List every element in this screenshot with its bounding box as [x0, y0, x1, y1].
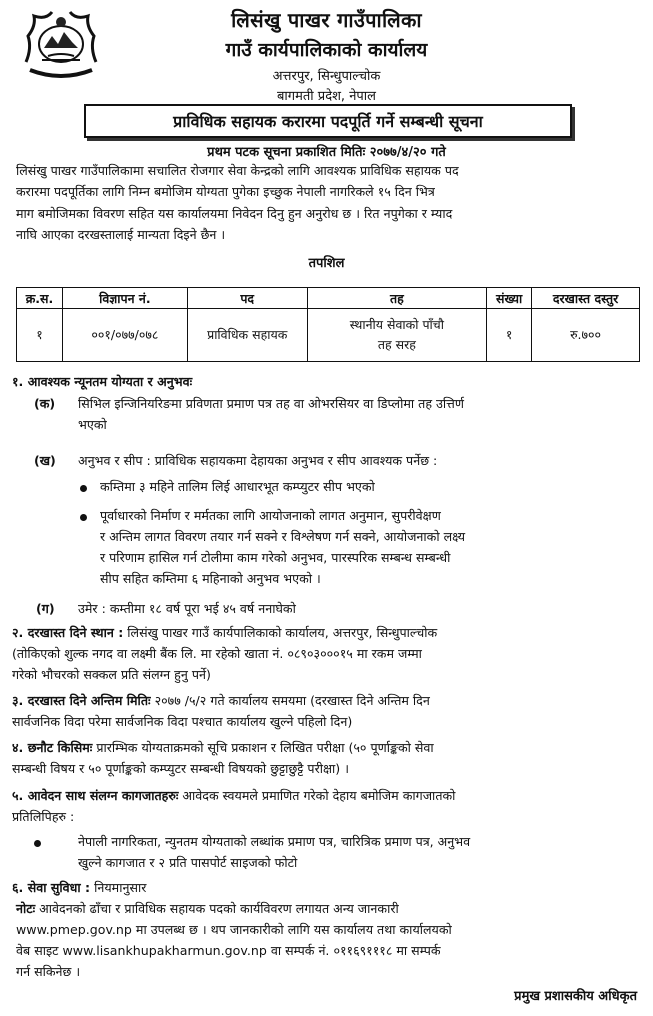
section-5-heading: ५. आवेदन साथ संलग्न कागजातहरुः	[12, 788, 179, 803]
section-5-list	[78, 831, 640, 873]
section-4	[12, 737, 640, 779]
bullet-icon	[80, 485, 87, 492]
cell-post: प्राविधिक सहायक	[187, 309, 307, 362]
section-2-line: लिसंखु पाखर गाउँ कार्यपालिकाको कार्यालय, अत्तरपुर, सिन्धुपाल्चोक	[127, 625, 438, 640]
item-ka-line: सिभिल इन्जिनियरिङमा प्रविणता प्रमाण पत्र तह वा ओभरसियर वा डिप्लोमा तह उत्तिर्ण	[78, 396, 464, 411]
section-5-line: प्रतिलिपिहरु :	[12, 809, 75, 824]
col-header-count: संख्या	[487, 288, 532, 309]
cell-level-line: स्थानीय सेवाको पाँचौ	[349, 317, 444, 332]
intro-paragraph	[16, 160, 641, 245]
section-4-line: सम्बन्धी विषय र ५० पूर्णाङ्कको कम्प्युटर सम्बन्धी विषयको छुट्टाछुट्टै परीक्षा) ।	[12, 761, 349, 776]
bullet-2-text	[100, 505, 640, 589]
intro-line: लिसंखु पाखर गाउँपालिकामा सचालित रोजगार सेवा केन्द्रको लागि आवश्यक प्राविधिक सहायक पद	[16, 163, 459, 178]
bullet-2-line: र परिणाम हासिल गर्न टोलीमा काम गरेको अनुभव, पारस्परिक सम्बन्ध सम्बन्धी	[100, 550, 451, 565]
section-5-line: आवेदक स्वयमले प्रमाणित गरेको देहाय बमोजिम कागजातको	[182, 788, 456, 803]
intro-line: माग बमोजिमका विवरण सहित यस कार्यालयमा निवेदन दिनु हुन अनुरोध छ । रित नपुगेका र म्याद	[16, 205, 453, 221]
item-ka-text	[78, 393, 640, 435]
col-header-sn: क्र.स.	[17, 288, 63, 309]
bullet-2-line: र अन्तिम लागत विवरण तयार गर्न सक्ने र विश्लेषण गर्न सक्ने, आयोजनाको लक्ष्य	[100, 529, 466, 544]
section-5-list-line: खुल्ने कागजात र २ प्रति पासपोर्ट साइजको फोटो	[78, 855, 298, 870]
table-title: तपशिल	[308, 256, 345, 271]
table-header-row	[17, 288, 640, 309]
section-4-line: प्रारम्भिक योग्यताक्रमको सूचि प्रकाशन र लिखित परीक्षा (५० पूर्णाङ्कको सेवा	[96, 740, 434, 755]
item-kha-label: (ख)	[34, 453, 56, 468]
col-header-level: तह	[307, 288, 487, 309]
note-line: गर्न सकिनेछ ।	[16, 964, 81, 979]
cell-count: १	[487, 309, 532, 362]
notice-title: प्राविधिक सहायक करारमा पदपूर्ति गर्ने सम्बन्धी सूचना	[84, 104, 572, 138]
section-1-heading: १. आवश्यक न्यूनतम योग्यता र अनुभवः	[12, 374, 193, 389]
bullet-1-text: कम्तिमा ३ महिने तालिम लिई आधारभूत कम्प्युटर सीप भएको	[100, 479, 375, 494]
section-2-line: (तोकिएको शुल्क नगद वा लक्ष्मी बैंक लि. मा रहेको खाता नं. ०८९०३०००१५ मा रकम जम्मा	[12, 646, 422, 661]
bullet-icon	[80, 514, 87, 521]
section-5-list-line: नेपाली नागरिकता, न्युनतम योग्यताको लब्धांक प्रमाण पत्र, चारित्रिक प्रमाण पत्र, अनुभव	[78, 834, 471, 849]
section-6-heading: ६. सेवा सुविधा :	[12, 880, 91, 895]
section-2	[12, 622, 640, 685]
province-country: बागमती प्रदेश, नेपाल	[277, 89, 376, 104]
cell-level-line: तह सरह	[377, 337, 416, 352]
section-3-line: २०७७ /५/२ गते कार्यालय समयमा (दरखास्त दिने अन्तिम दिन	[154, 693, 430, 708]
item-ka-label: (क)	[34, 396, 56, 411]
intro-line: नाघि आएका दरखस्तालाई मान्यता दिइने छैन ।	[16, 226, 226, 242]
section-3-heading: ३. दरखास्त दिने अन्तिम मितिः	[12, 693, 151, 708]
section-6	[12, 877, 640, 898]
note-heading: नोटः	[16, 901, 36, 916]
note-line: वेब साइट www.lisankhupakharmun.gov.np वा सम्पर्क नं. ०११६९१११८ मा सम्पर्क	[16, 943, 441, 958]
cell-fee: रु.७००	[532, 309, 640, 362]
municipality-name: लिसंखु पाखर गाउँपालिका	[231, 8, 422, 32]
office-name: गाउँ कार्यपालिकाको कार्यालय	[225, 39, 428, 61]
note-line: आवेदनको ढाँचा र प्राविधिक सहायक पदको कार्यविवरण लगायत अन्य जानकारी	[39, 901, 399, 916]
signature-title: प्रमुख प्रशासकीय अधिकृत	[514, 989, 637, 1004]
col-header-fee: दरखास्त दस्तुर	[532, 288, 640, 309]
vacancy-table	[16, 287, 640, 362]
publish-date: प्रथम पटक सूचना प्रकाशित मितिः २०७७/४/२० गते	[207, 145, 446, 160]
section-4-heading: ४. छनौट किसिमः	[12, 740, 93, 755]
section-3-line: सार्वजनिक विदा परेमा सार्वजनिक विदा पश्चात कार्यालय खुल्ने पहिलो दिन)	[12, 714, 353, 729]
section-2-line: गरेको भौचरको सक्कल प्रति संलग्न हुनु पर्ने)	[12, 667, 211, 682]
item-ka-line: भएको	[78, 417, 107, 432]
col-header-post: पद	[187, 288, 307, 309]
item-kha-text: अनुभव र सीप : प्राविधिक सहायकमा देहायका अनुभव र सीप आवश्यक पर्नेछ :	[78, 453, 438, 468]
section-2-heading: २. दरखास्त दिने स्थान :	[12, 625, 124, 640]
item-ga-text: उमेर : कम्तीमा १८ वर्ष पूरा भई ४५ वर्ष ननाघेको	[78, 601, 296, 616]
note-block	[16, 898, 640, 982]
office-address: अत्तरपुर, सिन्धुपाल्चोक	[272, 69, 381, 84]
note-line: www.pmep.gov.np मा उपलब्ध छ । थप जानकारीको लागि यस कार्यालय तथा कार्यालयको	[16, 922, 452, 937]
cell-adv-no: ००१/०७७/०७८	[62, 309, 187, 362]
bullet-icon	[34, 840, 41, 847]
cell-sn: १	[17, 309, 63, 362]
item-ga-label: (ग)	[36, 601, 55, 616]
bullet-2-line: सीप सहित कम्तिमा ६ महिनाको अनुभव भएको ।	[100, 571, 321, 586]
col-header-adv-no: विज्ञापन नं.	[62, 288, 187, 309]
bullet-2-line: पूर्वाधारको निर्माण र मर्मतका लागि आयोजनाको लागत अनुमान, सुपरीवेक्षण	[100, 508, 441, 523]
section-5	[12, 785, 640, 827]
table-row	[17, 309, 640, 362]
cell-level	[307, 309, 487, 362]
section-6-text: नियमानुसार	[94, 880, 147, 895]
section-3	[12, 690, 640, 732]
intro-line: करारमा पदपूर्तिका लागि निम्न बमोजिम योग्यता पुगेका इच्छुक नेपाली नागरिकले १५ दिन भित्र	[16, 184, 435, 200]
